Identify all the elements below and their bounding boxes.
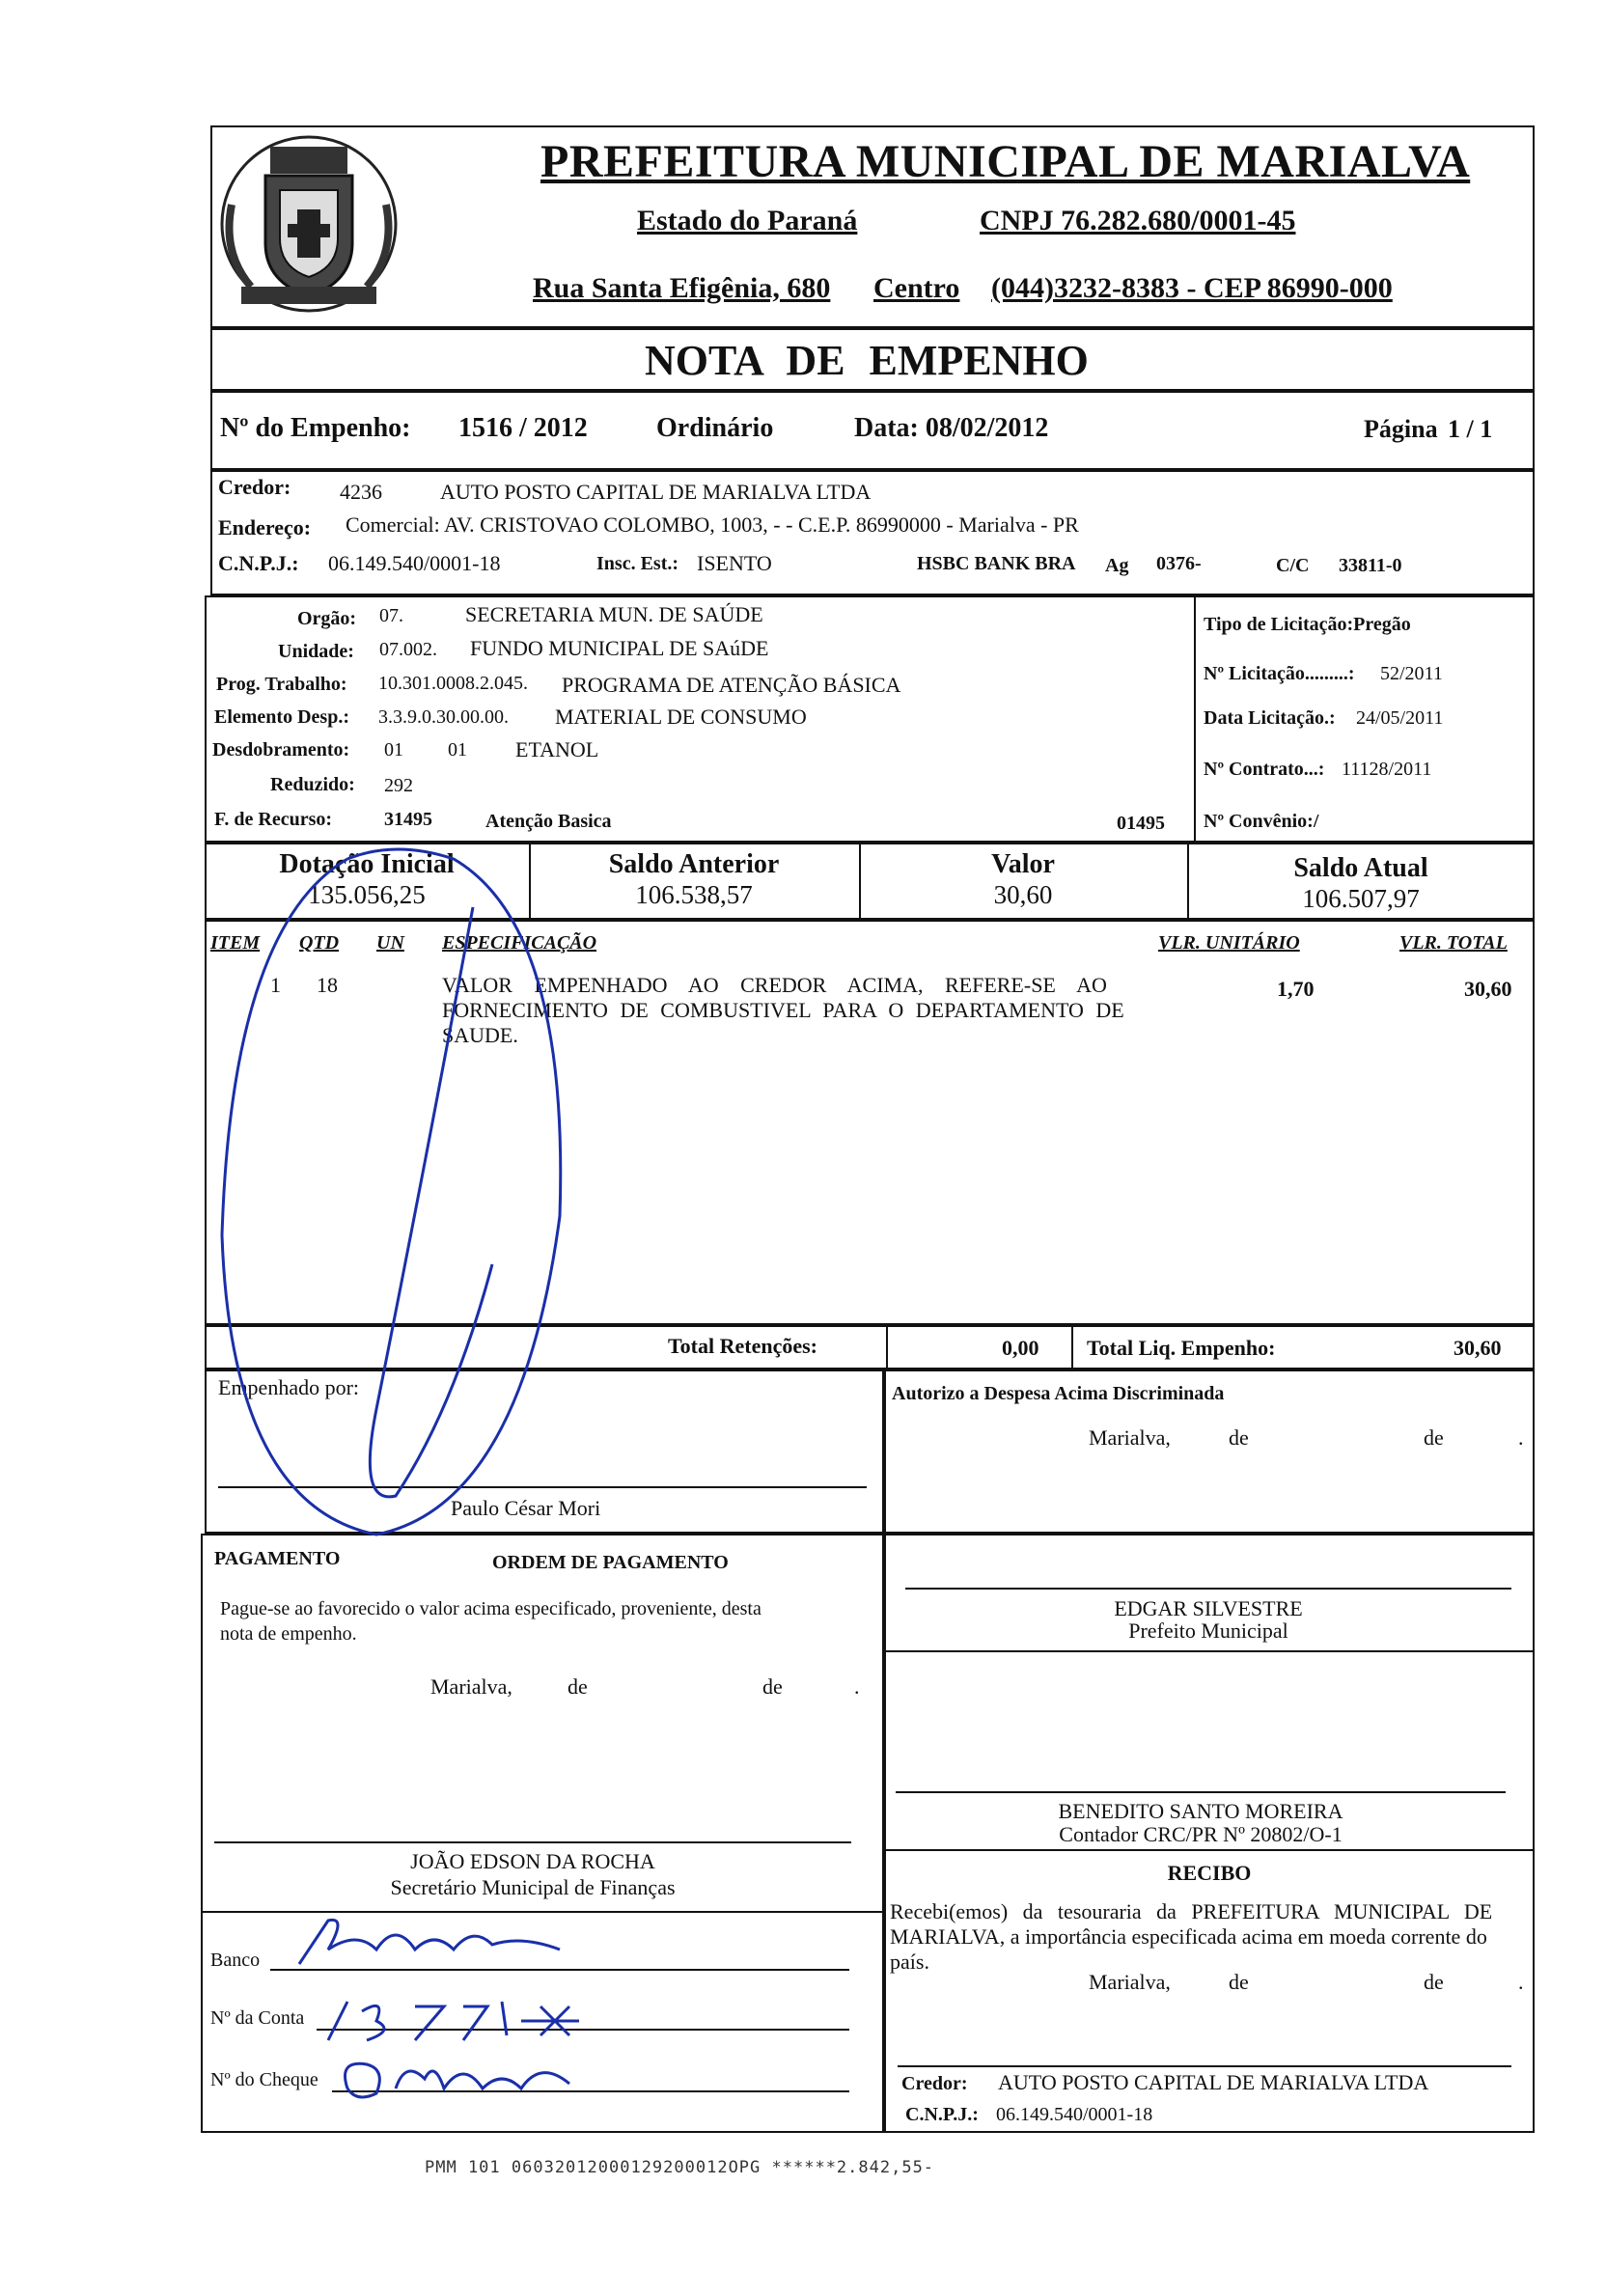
banco-box-top — [201, 1911, 884, 1913]
prefeito-sign-line — [905, 1588, 1511, 1590]
ag-value: 0376- — [1156, 553, 1202, 574]
pagamento-text-1: Pague-se ao favorecido o valor acima especificado, proveniente, desta — [220, 1598, 761, 1619]
col-qtd: QTD — [299, 932, 340, 954]
dotacao-inicial-value: 135.056,25 — [308, 880, 426, 909]
recibo-de1: de — [1229, 1970, 1249, 1994]
sec-role: Secretário Municipal de Finanças — [390, 1875, 676, 1899]
orgao-code: 07. — [379, 605, 403, 626]
page-number: 1 / 1 — [1448, 415, 1493, 443]
doc-title: NOTA DE EMPENHO — [645, 337, 1089, 384]
credor-code: 4236 — [340, 480, 382, 504]
contrato-label: Nº Contrato...: — [1204, 759, 1325, 780]
pagamento-label: PAGAMENTO — [214, 1548, 341, 1569]
recibo-cnpj-label: C.N.P.J.: — [905, 2104, 979, 2125]
desd-a: 01 — [384, 739, 403, 761]
unidade-name: FUNDO MUNICIPAL DE SAúDE — [470, 636, 769, 660]
unidade-code: 07.002. — [379, 639, 437, 660]
recibo-text-2: MARIALVA, a importância especificada acima em moeda corrente do — [890, 1924, 1487, 1949]
recibo-sign-line — [898, 2065, 1511, 2067]
cheque-line — [332, 2090, 849, 2092]
page-label: Página — [1364, 415, 1438, 443]
data-licitacao-label: Data Licitação.: — [1204, 707, 1336, 729]
prefeito-name: EDGAR SILVESTRE — [1114, 1596, 1303, 1620]
fonte-label: F. de Recurso: — [214, 809, 333, 830]
num-licitacao-label: Nº Licitação.........: — [1204, 663, 1355, 684]
sec-name: JOÃO EDSON DA ROCHA — [410, 1849, 655, 1873]
elem-name: MATERIAL DE CONSUMO — [555, 705, 807, 729]
col-un: UN — [376, 932, 404, 954]
empenho-label: Nº do Empenho: — [220, 413, 411, 443]
header-street: Rua Santa Efigênia, 680 — [533, 272, 831, 304]
recibo-text-1: Recebi(emos) da tesouraria da PREFEITURA MUNICIPAL DE — [890, 1899, 1493, 1923]
totals-box — [205, 1325, 1535, 1369]
row-qtd: 18 — [317, 973, 338, 997]
saldo-atual-label: Saldo Atual — [1293, 853, 1428, 883]
row-espec-3: SAUDE. — [442, 1023, 518, 1047]
recibo-de2: de — [1424, 1970, 1444, 1994]
elem-code: 3.3.9.0.30.00.00. — [378, 706, 509, 728]
orgao-name: SECRETARIA MUN. DE SAÚDE — [465, 602, 763, 626]
recibo-dot: . — [1518, 1970, 1524, 1994]
recibo-city: Marialva, — [1089, 1970, 1171, 1994]
autorizo-city: Marialva, — [1089, 1425, 1171, 1450]
prog-code: 10.301.0008.2.045. — [378, 673, 528, 694]
ag-label: Ag — [1105, 555, 1129, 576]
liq-value: 30,60 — [1454, 1336, 1502, 1360]
credor-name: AUTO POSTO CAPITAL DE MARIALVA LTDA — [440, 480, 872, 504]
unidade-label: Unidade: — [278, 641, 354, 662]
bank-name: HSBC BANK BRA — [917, 553, 1076, 574]
convenio: Nº Convênio:/ — [1204, 811, 1319, 832]
insc-label: Insc. Est.: — [596, 553, 679, 574]
pagamento-de1: de — [568, 1674, 588, 1699]
totals-div-1 — [886, 1325, 888, 1369]
col-espec: ESPECIFICAÇÃO — [442, 932, 597, 954]
cc-label: C/C — [1276, 555, 1310, 576]
col-unit: VLR. UNITÁRIO — [1158, 932, 1300, 954]
prog-name: PROGRAMA DE ATENÇÃO BÁSICA — [562, 673, 901, 697]
saldo-anterior-label: Saldo Anterior — [608, 849, 780, 879]
contador-box-bottom — [884, 1849, 1535, 1851]
autorizo-de2: de — [1424, 1425, 1444, 1450]
conta-line — [317, 2029, 849, 2031]
recibo-credor: AUTO POSTO CAPITAL DE MARIALVA LTDA — [998, 2070, 1429, 2094]
totals-div-2 — [1071, 1325, 1073, 1369]
empenho-number: 1516 / 2012 — [458, 413, 588, 443]
contador-sign-line — [896, 1791, 1506, 1793]
conta-label: Nº da Conta — [210, 2007, 305, 2029]
autorizo-dot: . — [1518, 1425, 1524, 1450]
banco-label: Banco — [210, 1950, 261, 1971]
desd-b: 01 — [448, 739, 467, 761]
recibo-cnpj: 06.149.540/0001-18 — [996, 2104, 1153, 2125]
orgao-label: Orgão: — [297, 608, 357, 629]
fonte-code: 31495 — [384, 809, 432, 830]
contador-name: BENEDITO SANTO MOREIRA — [1058, 1799, 1343, 1823]
prefeito-role: Prefeito Municipal — [1128, 1618, 1288, 1643]
contador-role: Contador CRC/PR Nº 20802/O-1 — [1059, 1822, 1343, 1846]
recibo-credor-label: Credor: — [901, 2073, 968, 2094]
row-espec-1: VALOR EMPENHADO AO CREDOR ACIMA, REFERE-SE AO — [442, 973, 1107, 997]
autorizo-de1: de — [1229, 1425, 1249, 1450]
reduzido-value: 292 — [384, 775, 413, 796]
pagamento-de2: de — [762, 1674, 783, 1699]
reduzido-label: Reduzido: — [270, 774, 355, 795]
data-licitacao: 24/05/2011 — [1356, 707, 1444, 729]
col-item: ITEM — [210, 932, 261, 954]
elem-label: Elemento Desp.: — [214, 706, 349, 728]
cc-value: 33811-0 — [1339, 555, 1402, 576]
ordem-pagamento-title: ORDEM DE PAGAMENTO — [492, 1552, 729, 1573]
cheque-label: Nº do Cheque — [210, 2069, 318, 2090]
header-phone-cep: (044)3232-8383 - CEP 86990-000 — [991, 272, 1393, 304]
header-district: Centro — [873, 272, 960, 304]
saldo-atual-value: 106.507,97 — [1302, 884, 1420, 913]
desd-name: ETANOL — [515, 737, 599, 761]
valor-label: Valor — [991, 849, 1055, 879]
fonte-name: Atenção Basica — [485, 811, 612, 832]
pagamento-text-2: nota de empenho. — [220, 1623, 357, 1645]
liq-label: Total Liq. Empenho: — [1087, 1336, 1276, 1360]
desd-label: Desdobramento: — [212, 739, 350, 761]
ret-label: Total Retenções: — [668, 1334, 817, 1358]
contrato-value: 11128/2011 — [1342, 759, 1432, 780]
header-state: Estado do Paraná — [637, 205, 858, 236]
empenhado-line — [218, 1486, 867, 1488]
cnpj-label: C.N.P.J.: — [218, 551, 299, 575]
prog-label: Prog. Trabalho: — [216, 674, 347, 695]
valor-value: 30,60 — [993, 880, 1053, 909]
sec-sign-line — [214, 1841, 851, 1843]
ret-value: 0,00 — [1002, 1336, 1039, 1360]
footer-code: PMM 101 06032012000129200012OPG ******2.842,55- — [425, 2158, 935, 2177]
credor-cnpj: 06.149.540/0001-18 — [328, 551, 501, 575]
fonte-ref: 01495 — [1117, 813, 1165, 834]
empenhado-name: Paulo César Mori — [451, 1496, 601, 1520]
row-unit: 1,70 — [1277, 977, 1315, 1001]
prefeito-box-bottom — [884, 1650, 1535, 1652]
row-espec-2: FORNECIMENTO DE COMBUSTIVEL PARA O DEPARTAMENTO DE — [442, 998, 1124, 1022]
header-cnpj: CNPJ 76.282.680/0001-45 — [980, 205, 1296, 236]
credor-label: Credor: — [218, 475, 291, 499]
address-label: Endereço: — [218, 515, 312, 539]
autorizo-title: Autorizo a Despesa Acima Discriminada — [892, 1383, 1225, 1404]
empenhado-label: Empenhado por: — [218, 1375, 360, 1399]
coat-of-arms-logo — [212, 127, 405, 320]
pagamento-city: Marialva, — [430, 1674, 512, 1699]
num-licitacao: 52/2011 — [1380, 663, 1443, 684]
banco-line — [270, 1969, 849, 1971]
row-item: 1 — [270, 973, 281, 997]
empenho-date: Data: 08/02/2012 — [854, 413, 1049, 443]
tipo-licitacao: Tipo de Licitação:Pregão — [1204, 614, 1411, 635]
insc-value: ISENTO — [697, 551, 772, 575]
dotacao-inicial-label: Dotação Inicial — [279, 849, 455, 879]
empenho-type: Ordinário — [656, 413, 774, 443]
saldo-anterior-value: 106.538,57 — [635, 880, 753, 909]
col-total: VLR. TOTAL — [1399, 932, 1508, 954]
pagamento-dot: . — [854, 1674, 860, 1699]
recibo-title: RECIBO — [1167, 1861, 1252, 1885]
credor-address: Comercial: AV. CRISTOVAO COLOMBO, 1003, - - C.E.P. 86990000 - Marialva - PR — [346, 512, 1079, 537]
dotacao-divider — [1194, 595, 1196, 843]
row-total: 30,60 — [1464, 977, 1512, 1001]
header-title: PREFEITURA MUNICIPAL DE MARIALVA — [540, 136, 1471, 187]
recibo-text-3: país. — [890, 1950, 929, 1974]
